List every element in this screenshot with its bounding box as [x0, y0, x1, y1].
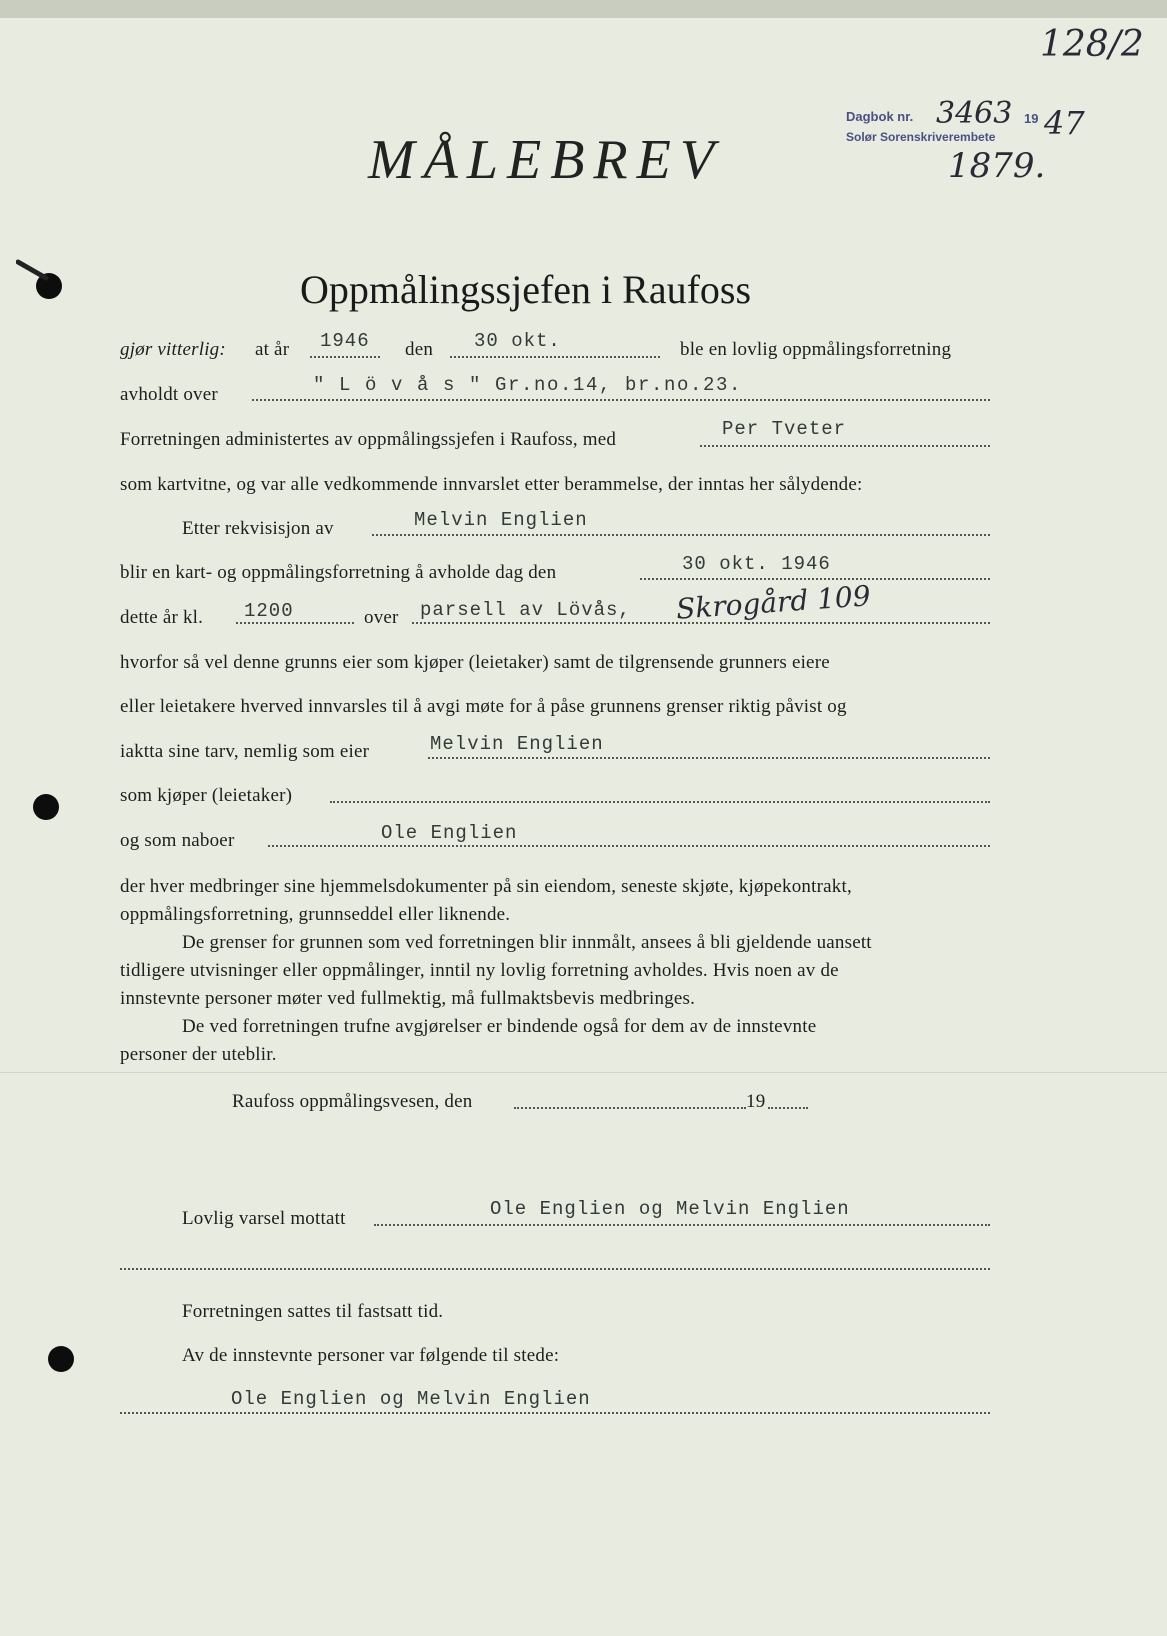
time-value: 1200 [244, 600, 294, 622]
stamp-number: 3463 [936, 96, 1013, 131]
paragraph-line: personer der uteblir. [120, 1044, 277, 1065]
dotted-line [514, 1107, 746, 1109]
eier-label: iaktta sine tarv, nemlig som eier [120, 741, 370, 762]
year-value: 1946 [320, 330, 370, 352]
dotted-line [450, 356, 660, 358]
dotted-line [120, 1268, 990, 1270]
dotted-line [768, 1107, 808, 1109]
den-label: den [405, 339, 434, 360]
year-prefix: 19 [746, 1091, 766, 1112]
rekvisisjon-label: Etter rekvisisjon av [182, 518, 334, 539]
forretning-date-value: 30 okt. 1946 [682, 553, 831, 575]
kartvitne-text: som kartvitne, og var alle vedkommende innvarslet etter berammelse, der inntas her sålydende: [120, 474, 863, 495]
owner-value: Melvin Englien [430, 733, 604, 755]
date-value: 30 okt. [474, 330, 561, 352]
stede-value: Ole Englien og Melvin Englien [231, 1388, 591, 1410]
forretning-dag-label: blir en kart- og oppmålingsforretning å avholde dag den [120, 562, 557, 583]
dotted-line [268, 845, 990, 847]
dotted-line [700, 445, 990, 447]
handwritten-property: Skrogård 109 [675, 579, 872, 626]
stamp-line-2: Solør Sorenskriverembete [846, 130, 996, 144]
avholdt-over-label: avholdt over [120, 384, 218, 405]
dotted-line [428, 757, 990, 759]
varsel-value: Ole Englien og Melvin Englien [490, 1198, 850, 1220]
page-top-edge [0, 0, 1167, 18]
varsel-label: Lovlig varsel mottatt [182, 1208, 346, 1229]
staple-mark-icon [16, 256, 62, 290]
paragraph-line: der hver medbringer sine hjemmelsdokumenter på sin eiendom, seneste skjøte, kjøpekontrakt, [120, 876, 852, 897]
stede-label: Av de innstevnte personer var følgende til stede: [182, 1345, 560, 1366]
dotted-line [310, 356, 380, 358]
stamp-year-printed: 19 [1024, 111, 1039, 126]
dotted-line [374, 1224, 990, 1226]
at-ar-label: at år [255, 339, 290, 360]
naboer-label: og som naboer [120, 830, 235, 851]
dotted-line [640, 578, 990, 580]
paragraph-line: tidligere utvisninger eller oppmålinger, inntil ny lovlig forretning avholdes. Hvis noen av de [120, 960, 839, 981]
punch-hole [48, 1346, 74, 1372]
paragraph-line: innstevnte personer møter ved fullmektig, må fullmaktsbevis medbringes. [120, 988, 696, 1009]
place-date-label: Raufoss oppmålingsvesen, den [232, 1091, 473, 1112]
paragraph-line: eller leietakere hverved innvarsles til å avgi møte for å påse grunnens grenser riktig påvist og [120, 696, 847, 717]
stamp-line-1: Dagbok nr. [846, 109, 914, 124]
neighbour-value: Ole Englien [381, 822, 518, 844]
dotted-line [372, 534, 990, 536]
paragraph-line: De grenser for grunnen som ved forretningen blir innmålt, ansees å bli gjeldende uansett [182, 932, 872, 953]
dotted-line [236, 622, 354, 624]
dotted-line [330, 801, 990, 803]
over-label: over [364, 607, 399, 628]
dotted-line [252, 399, 990, 401]
property-value: " L ö v å s " Gr.no.14, br.no.23. [313, 374, 743, 396]
document-title: MÅLEBREV [368, 129, 724, 191]
gjor-vitterlig-label: gjør vitterlig: [120, 339, 226, 360]
punch-hole [33, 794, 59, 820]
parsell-value: parsell av Lövås, [420, 599, 631, 621]
fold-line [0, 1072, 1167, 1073]
document-heading: Oppmålingssjefen i Raufoss [300, 267, 752, 312]
dotted-line [120, 1412, 990, 1414]
witness-value: Per Tveter [722, 418, 847, 440]
stamp-year-hand: 47 [1044, 104, 1085, 142]
corner-reference: 128/2 [1040, 24, 1144, 65]
kl-label: dette år kl. [120, 607, 204, 628]
stamp-reference: 1879. [948, 146, 1046, 186]
line1-tail: ble en lovlig oppmålingsforretning [680, 339, 952, 360]
kjoper-label: som kjøper (leietaker) [120, 785, 293, 806]
paragraph-line: oppmålingsforretning, grunnseddel eller liknende. [120, 904, 511, 925]
paragraph-line: hvorfor så vel denne grunns eier som kjøper (leietaker) samt de tilgrensende grunners eiere [120, 652, 830, 673]
requester-value: Melvin Englien [414, 509, 588, 531]
paragraph-line: De ved forretningen trufne avgjørelser er bindende også for dem av de innstevnte [182, 1016, 817, 1037]
fastsatt-text: Forretningen sattes til fastsatt tid. [182, 1301, 444, 1322]
forretningen-label: Forretningen administertes av oppmålingssjefen i Raufoss, med [120, 429, 617, 450]
